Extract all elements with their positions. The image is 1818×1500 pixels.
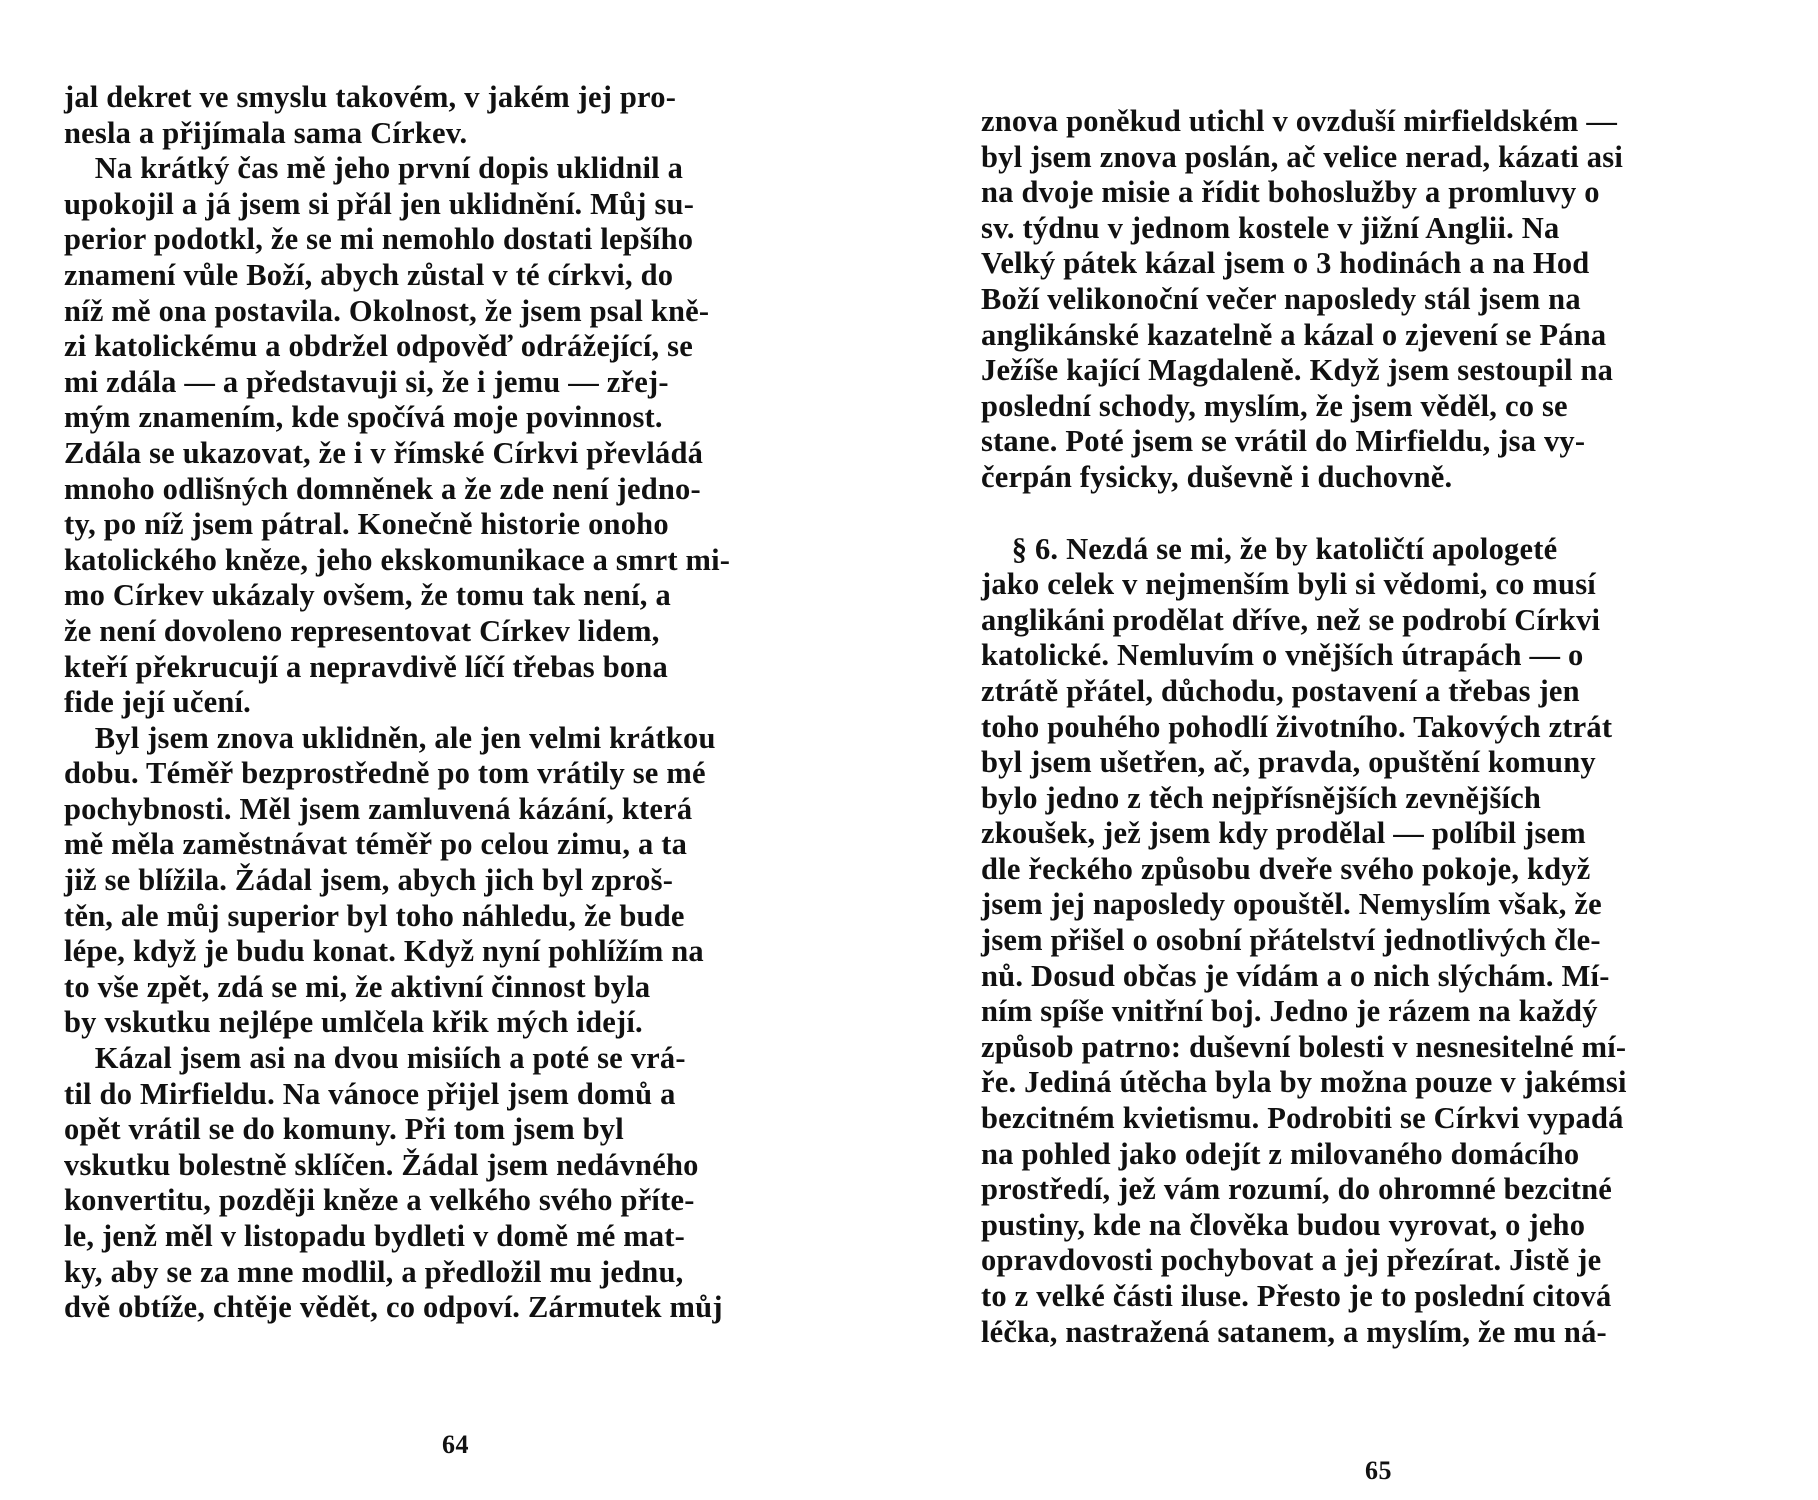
- text-line: ře. Jediná útěcha byla by možna pouze v jakémsi: [981, 1065, 1627, 1100]
- text-line: prostředí, jež vám rozumí, do ohromné bezcitné: [981, 1172, 1612, 1207]
- text-line: fide její učení.: [64, 685, 252, 720]
- text-line: Na krátký čas mě jeho první dopis uklidnil a: [64, 151, 684, 186]
- text-line: anglikánské kazatelně a kázal o zjevení se Pána: [981, 317, 1607, 352]
- text-line: stane. Poté jsem se vrátil do Mirfieldu, jsa vy-: [981, 424, 1586, 459]
- text-line: níž mě ona postavila. Okolnost, že jsem psal kně-: [64, 293, 710, 328]
- text-line: perior podotkl, že se mi nemohlo dostati lepšího: [64, 222, 694, 257]
- text-line: způsob patrno: duševní bolesti v nesnesitelné mí-: [981, 1029, 1627, 1064]
- text-line: Boží velikonoční večer naposledy stál jsem na: [981, 281, 1581, 316]
- text-line: anglikáni prodělat dříve, než se podrobí Církvi: [981, 602, 1601, 637]
- text-line: pochybnosti. Měl jsem zamluvená kázání, která: [64, 791, 693, 826]
- text-line: vskutku bolestně sklíčen. Žádal jsem nedávného: [64, 1147, 699, 1182]
- text-line: pustiny, kde na člověka budou vyrovat, o jeho: [981, 1207, 1586, 1242]
- text-line: Kázal jsem asi na dvou misiích a poté se vrá-: [64, 1041, 686, 1076]
- text-line: mě měla zaměstnávat téměř po celou zimu, a ta: [64, 827, 688, 862]
- text-line: opravdovosti pochybovat a jej přezírat. Jistě je: [981, 1243, 1602, 1278]
- text-line: mo Církev ukázaly ovšem, že tomu tak není, a: [64, 578, 671, 613]
- text-line: sv. týdnu v jednom kostele v jižní Anglii. Na: [981, 210, 1560, 245]
- text-line: bezcitném kvietismu. Podrobiti se Církvi vypadá: [981, 1101, 1624, 1136]
- right-page-text: [981, 104, 1765, 1350]
- text-line: zkoušek, jež jsem kdy prodělal — políbil jsem: [981, 816, 1586, 851]
- text-line: byl jsem ušetřen, ač, pravda, opuštění komuny: [981, 745, 1596, 780]
- text-line: na dvoje misie a řídit bohoslužby a promluvy o: [981, 175, 1600, 210]
- text-line: katolického kněze, jeho ekskomunikace a smrt mi-: [64, 542, 731, 577]
- text-line: katolické. Nemluvím o vnějších útrapách — o: [981, 638, 1584, 673]
- right-page-text-part-2: [981, 532, 1765, 1351]
- text-line: mnoho odlišných domněnek a že zde není jedno-: [64, 471, 701, 506]
- text-line: těn, ale můj superior byl toho náhledu, že bude: [64, 898, 685, 933]
- text-line: že není dovoleno representovat Církev lidem,: [64, 613, 660, 648]
- text-line: upokojil a já jsem si přál jen uklidnění. Můj su-: [64, 186, 695, 221]
- text-line: til do Mirfieldu. Na vánoce přijel jsem domů a: [64, 1076, 676, 1111]
- section-gap: [981, 496, 1765, 532]
- text-line: Ježíše kající Magdaleně. Když jsem sestoupil na: [981, 353, 1614, 388]
- text-line: léčka, nastražená satanem, a myslím, že mu ná-: [981, 1314, 1607, 1349]
- text-line: znova poněkud utichl v ovzduší mirfieldském —: [981, 104, 1618, 138]
- right-page-text-part-1: [981, 104, 1765, 496]
- text-line: dle řeckého způsobu dveře svého pokoje, když: [981, 851, 1591, 886]
- text-line: lépe, když je budu konat. Když nyní pohlížím na: [64, 934, 704, 969]
- text-line: ztrátě přátel, důchodu, postavení a třebas jen: [981, 673, 1580, 708]
- text-line: znamení vůle Boží, abych zůstal v té církvi, do: [64, 257, 674, 292]
- right-page-number: 65: [1365, 1456, 1392, 1485]
- text-line: čerpán fysicky, duševně i duchovně.: [981, 459, 1453, 494]
- text-line: toho pouhého pohodlí životního. Takových ztrát: [981, 709, 1613, 744]
- text-line: bylo jedno z těch nejpřísnějších zevnějších: [981, 780, 1542, 815]
- text-line: jal dekret ve smyslu takovém, v jakém jej pro-: [64, 80, 677, 114]
- text-line: dobu. Téměř bezprostředně po tom vrátily se mé: [64, 756, 706, 791]
- text-line: mým znamením, kde spočívá moje povinnost.: [64, 400, 663, 435]
- text-line: Byl jsem znova uklidněn, ale jen velmi krátkou: [64, 720, 716, 755]
- text-line: mi zdála — a představuji si, že i jemu — zřej-: [64, 364, 669, 399]
- text-line: Zdála se ukazovat, že i v římské Církvi převládá: [64, 435, 704, 470]
- text-line: kteří překrucují a nepravdivě líčí třebas bona: [64, 649, 668, 684]
- text-line: jsem přišel o osobní přátelství jednotlivých čle-: [981, 923, 1601, 958]
- text-line: na pohled jako odejít z milovaného domácího: [981, 1136, 1580, 1171]
- text-line: zi katolickému a obdržel odpověď odrážející, se: [64, 329, 693, 364]
- text-line: opět vrátil se do komuny. Při tom jsem byl: [64, 1112, 624, 1147]
- text-line: nů. Dosud občas je vídám a o nich slýchám. Mí-: [981, 958, 1610, 993]
- text-line: již se blížila. Žádal jsem, abych jich byl zproš-: [64, 863, 674, 898]
- text-line: le, jenž měl v listopadu bydleti v domě mé mat-: [64, 1219, 686, 1253]
- text-line: ty, po níž jsem pátral. Konečně historie onoho: [64, 507, 669, 542]
- right-page: [909, 0, 1818, 1500]
- left-page-number: 64: [442, 1430, 469, 1459]
- text-line: ním spíše vnitřní boj. Jedno je rázem na každý: [981, 994, 1598, 1029]
- text-line: dvě obtíže, chtěje vědět, co odpoví. Zármutek můj: [64, 1290, 723, 1325]
- text-line: byl jsem znova poslán, ač velice nerad, kázati asi: [981, 139, 1623, 174]
- text-line: jako celek v nejmenším byli si vědomi, co musí: [981, 567, 1596, 602]
- text-line: by vskutku nejlépe umlčela křik mých idejí.: [64, 1005, 643, 1040]
- text-line: § 6. Nezdá se mi, že by katoličtí apologeté: [981, 531, 1558, 566]
- text-line: jsem jej naposledy opouštěl. Nemyslím však, že: [981, 887, 1602, 922]
- text-line: ky, aby se za mne modlil, a předložil mu jednu,: [64, 1254, 684, 1289]
- text-line: Velký pátek kázal jsem o 3 hodinách a na Hod: [981, 246, 1590, 281]
- text-line: konvertitu, později kněze a velkého svého příte-: [64, 1183, 695, 1218]
- text-line: to vše zpět, zdá se mi, že aktivní činnost byla: [64, 969, 651, 1004]
- left-page-text: [64, 80, 848, 1326]
- text-line: poslední schody, myslím, že jsem věděl, co se: [981, 388, 1568, 423]
- text-line: to z velké části iluse. Přesto je to poslední citová: [981, 1279, 1612, 1313]
- text-line: nesla a přijímala sama Církev.: [64, 115, 468, 150]
